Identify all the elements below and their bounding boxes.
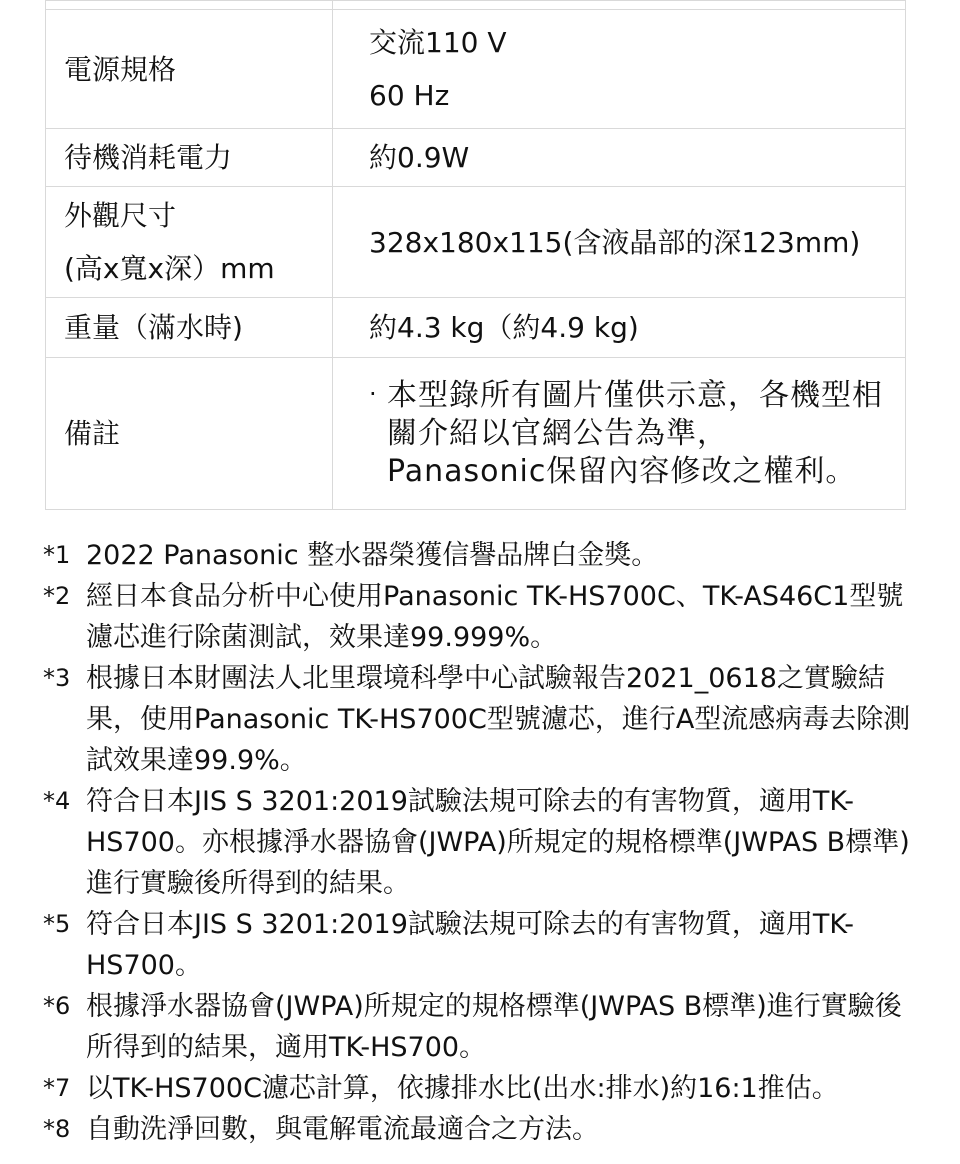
footnote-text: 符合日本JIS S 3201:2019試驗法規可除去的有害物質，適用TK-HS700。: [86, 909, 854, 981]
dimensions-value: 328x180x115(含液晶部的深123mm): [333, 187, 906, 298]
footnote-text: 自動洗淨回數，與電解電流最適合之方法。: [86, 1114, 599, 1145]
footnote-item: [43, 1109, 923, 1150]
weight-label: 重量（滿水時): [46, 298, 333, 358]
power-frequency: 60 Hz: [369, 79, 450, 112]
table-row-power-spec: [46, 10, 906, 129]
stub-value-cell: [333, 1, 906, 10]
table-row-stub: [46, 1, 906, 10]
power-spec-value: [333, 10, 906, 129]
footnote-mark: *4: [43, 787, 71, 815]
footnote-item: [43, 576, 923, 658]
remarks-value: [333, 358, 906, 510]
footnote-item: [43, 781, 923, 904]
weight-value: 約4.3 kg（約4.9 kg): [333, 298, 906, 358]
dimensions-label: [46, 187, 333, 298]
footnote-item: [43, 1068, 923, 1109]
footnote-list: [43, 535, 923, 1150]
table-row-dimensions: [46, 187, 906, 298]
footnote-item: [43, 986, 923, 1068]
footnote-text: 根據淨水器協會(JWPA)所規定的規格標準(JWPAS B標準)進行實驗後所得到的結果，適用TK-HS700。: [86, 991, 902, 1063]
footnote-mark: *6: [43, 992, 71, 1020]
stub-label-cell: [46, 1, 333, 10]
footnote-item: [43, 535, 923, 576]
power-spec-label: 電源規格: [46, 10, 333, 129]
spec-table: [45, 0, 906, 510]
footnote-mark: *2: [43, 582, 71, 610]
footnote-mark: *1: [43, 541, 71, 569]
dimensions-label-title: 外觀尺寸: [64, 199, 177, 232]
footnote-text: 以TK-HS700C濾芯計算，依據排水比(出水:排水)約16:1推估。: [86, 1073, 839, 1104]
footnote-mark: *8: [43, 1115, 71, 1143]
remarks-label: 備註: [46, 358, 333, 510]
footnote-mark: *5: [43, 910, 71, 938]
table-row-weight: [46, 298, 906, 358]
table-row-remarks: [46, 358, 906, 510]
footnote-text: 經日本食品分析中心使用Panasonic TK-HS700C、TK-AS46C1型號濾芯進行除菌測試，效果達99.999%。: [86, 581, 904, 653]
dimensions-label-unit: (高x寬x深）mm: [64, 252, 275, 285]
footnote-mark: *3: [43, 664, 71, 692]
power-voltage: 交流110 V: [369, 26, 507, 59]
footnote-text: 符合日本JIS S 3201:2019試驗法規可除去的有害物質，適用TK-HS700。亦根據淨水器協會(JWPA)所規定的規格標準(JWPAS B標準)進行實驗後所得到的結果。: [86, 786, 910, 899]
remarks-text: 本型錄所有圖片僅供示意，各機型相關介紹以官網公告為準，Panasonic保留內容修改之權利。: [387, 377, 883, 489]
footnote-item: [43, 658, 923, 781]
footnote-item: [43, 904, 923, 986]
footnote-mark: *7: [43, 1074, 71, 1102]
standby-power-label: 待機消耗電力: [46, 129, 333, 187]
standby-power-value: 約0.9W: [333, 129, 906, 187]
table-row-standby-power: [46, 129, 906, 187]
footnote-text: 2022 Panasonic 整水器榮獲信譽品牌白金獎。: [86, 540, 659, 571]
remarks-bullet-item: [369, 377, 887, 491]
footnote-text: 根據日本財團法人北里環境科學中心試驗報告2021_0618之實驗結果，使用Panasonic TK-HS700C型號濾芯，進行A型流感病毒去除測試效果達99.9%。: [86, 663, 911, 776]
bullet-dot: ·: [369, 379, 377, 408]
